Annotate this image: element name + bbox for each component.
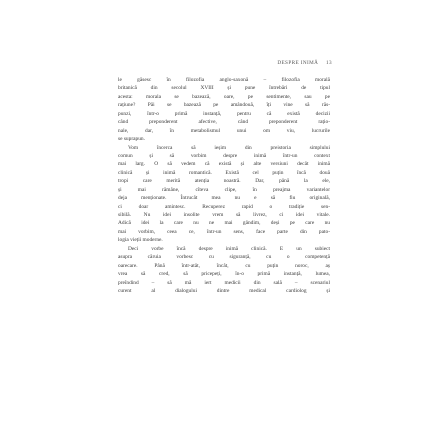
paragraph [118, 76, 330, 144]
text-line: oarecare. Până într-atât, încât, cu puțin noroc, aș [118, 262, 330, 269]
body-text [118, 76, 330, 295]
text-line: când preponderent afective, când preponderent rațio- [118, 119, 330, 126]
text-line: se suprapun. [118, 136, 145, 143]
paragraph [118, 245, 330, 296]
text-line: acesta: morala se bazează, oare, pe sentimente, sau pe [118, 93, 330, 100]
text-line: sibilă. Nu idei insolite vrem să livrez, ci idei vitale. [118, 212, 330, 218]
book-page [118, 60, 330, 435]
text-line: Vom încerca să ieșim din preistoria simplului [128, 144, 330, 151]
text-line: curent al dialogului dintre medical cardiolog și [118, 287, 330, 294]
text-line: tropi care merită atenția noastră. Dar, până la ele, [118, 178, 330, 185]
text-line: preîndind – să mă iert medicii din sală – scenariul [118, 279, 330, 286]
text-line: mai vorbim, ceea ce, într-un sens, face parte din pato- [118, 228, 330, 235]
text-line: ci doar amintesc. Recuperez rapid o tradiție sen- [118, 203, 330, 210]
text-line: le găsesc în filozofia anglo-saxonă – filozofia morală [118, 77, 330, 83]
text-line: britanică din secolul XVIII și pune întrebări de tipul [118, 85, 330, 92]
text-line: deja menționate. Întrucât mea nu e să fiu originală, [118, 195, 330, 202]
text-line: și mai rămâne, cîteva clipe, în preajma variantelor [118, 186, 330, 193]
text-line: punzi, într-o primă instanță, pentru că există decizii [118, 110, 330, 117]
text-line: Deci vorbe încă despre inimă clinică. E un subiect [128, 245, 330, 252]
text-line: nale, dar, în metabolismul unui om viu, lucrurile [118, 127, 330, 134]
text-line: vrea să cred, să pricepeți, în-o primă instanță, lumea, [118, 271, 330, 278]
text-line: Adică idei la care nu ne mai gândim, deși pe care nu [118, 220, 330, 227]
paragraph [118, 144, 330, 245]
text-line: clinică și inimă romantică. Există cel puțin încă două [118, 169, 330, 176]
running-head-title: DESPRE INIMĂ [277, 60, 319, 66]
text-line: comun și să vorbim despre inimă într-un context [118, 152, 330, 159]
text-line: logia vieții moderne. [118, 237, 163, 244]
text-line: asupra căruia vorbesc cu siguranță, cu o competență [118, 254, 330, 261]
page-number: 13 [326, 60, 332, 66]
text-line: mai larg. O să vedem că există și alte versiuni decât inimă [118, 161, 330, 168]
text-line: rațiune? Păi se bazează pe amândouă, îți vine să răs- [118, 102, 330, 109]
